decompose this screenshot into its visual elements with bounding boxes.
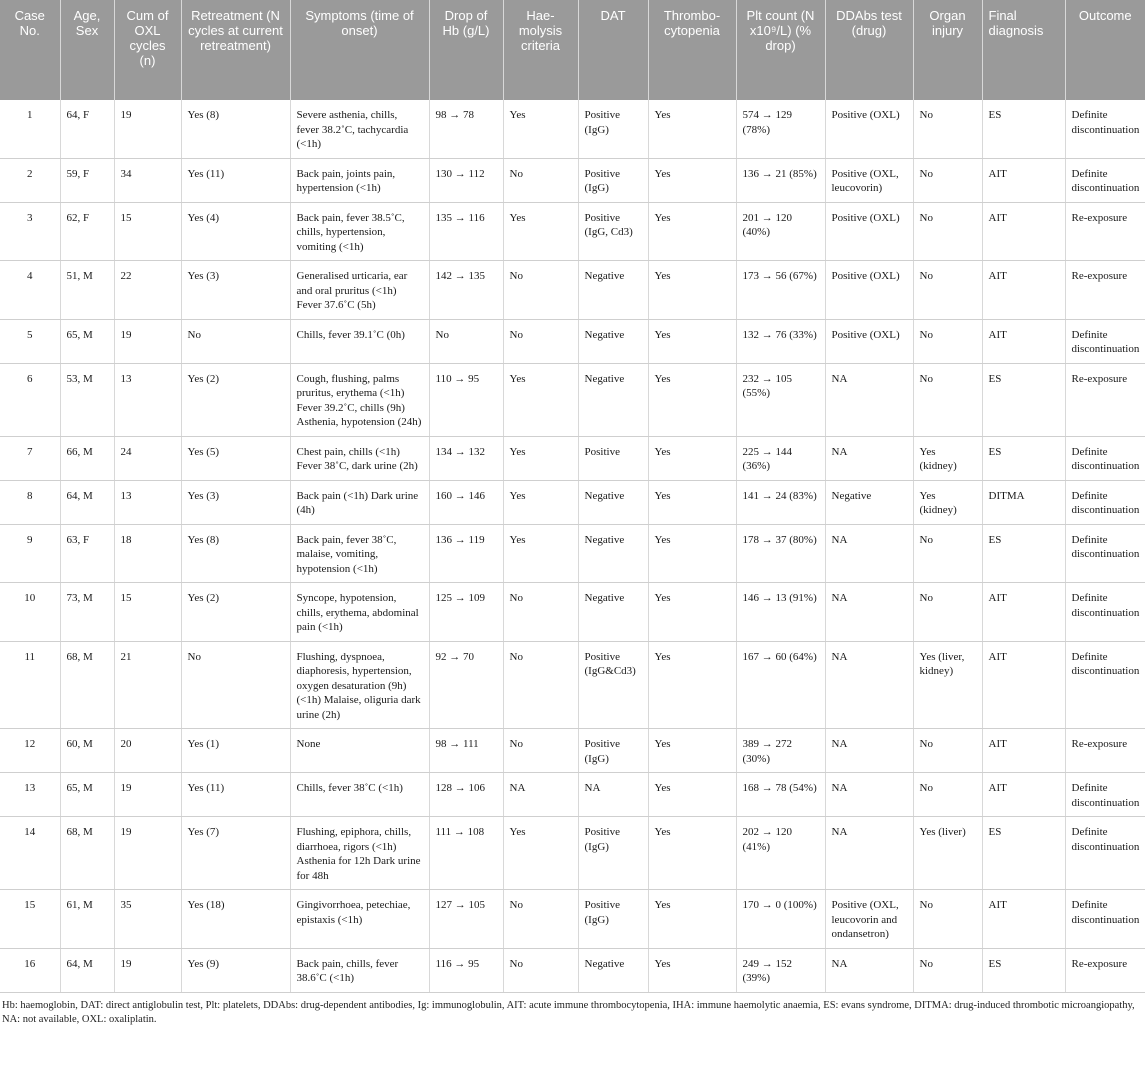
cell-symptoms: Flushing, dyspnoea, diaphoresis, hypertension, oxygen desaturation (9h) (<1h) Malaise, oliguria dark urine (2h) xyxy=(290,641,429,729)
cell-thrombocytopenia: Yes xyxy=(648,363,736,436)
table-row xyxy=(0,319,1145,363)
header-row xyxy=(0,0,1145,100)
cell-age-sex: 63, F xyxy=(60,524,114,583)
cell-final-diagnosis: ES xyxy=(982,817,1065,890)
cell-cum-oxl-cycles: 19 xyxy=(114,100,181,158)
cell-retreatment: Yes (3) xyxy=(181,261,290,320)
cell-ddabs-test: NA xyxy=(825,583,913,642)
cell-cum-oxl-cycles: 19 xyxy=(114,948,181,992)
cell-drop-of-hb: 128 → 106 xyxy=(429,773,503,817)
cell-dat: Positive (IgG) xyxy=(578,729,648,773)
cell-ddabs-test: Negative xyxy=(825,480,913,524)
cell-drop-of-hb: 92 → 70 xyxy=(429,641,503,729)
cell-thrombocytopenia: Yes xyxy=(648,948,736,992)
header-case-no: Case No. xyxy=(0,0,60,100)
cell-dat: NA xyxy=(578,773,648,817)
cell-thrombocytopenia: Yes xyxy=(648,100,736,158)
cell-final-diagnosis: AIT xyxy=(982,773,1065,817)
table-row xyxy=(0,202,1145,261)
cell-plt-count: 132 → 76 (33%) xyxy=(736,319,825,363)
header-thrombocytopenia: Thrombo-cytopenia xyxy=(648,0,736,100)
cell-haemolysis-criteria: Yes xyxy=(503,202,578,261)
cell-ddabs-test: NA xyxy=(825,773,913,817)
cell-outcome: Definite discontinuation xyxy=(1065,480,1145,524)
cell-dat: Negative xyxy=(578,363,648,436)
table-row xyxy=(0,436,1145,480)
cell-outcome: Definite discontinuation xyxy=(1065,890,1145,949)
cell-symptoms: Back pain (<1h) Dark urine (4h) xyxy=(290,480,429,524)
cell-drop-of-hb: 116 → 95 xyxy=(429,948,503,992)
table-row xyxy=(0,773,1145,817)
cell-age-sex: 64, M xyxy=(60,480,114,524)
cell-final-diagnosis: ES xyxy=(982,436,1065,480)
cell-retreatment: Yes (4) xyxy=(181,202,290,261)
cell-haemolysis-criteria: No xyxy=(503,319,578,363)
cell-retreatment: Yes (2) xyxy=(181,583,290,642)
cell-haemolysis-criteria: Yes xyxy=(503,436,578,480)
cell-plt-count: 389 → 272 (30%) xyxy=(736,729,825,773)
cell-dat: Negative xyxy=(578,948,648,992)
cell-cum-oxl-cycles: 15 xyxy=(114,583,181,642)
cell-outcome: Definite discontinuation xyxy=(1065,817,1145,890)
cell-age-sex: 59, F xyxy=(60,158,114,202)
cell-haemolysis-criteria: No xyxy=(503,261,578,320)
cell-cum-oxl-cycles: 20 xyxy=(114,729,181,773)
cell-drop-of-hb: 142 → 135 xyxy=(429,261,503,320)
cell-organ-injury: No xyxy=(913,773,982,817)
cell-thrombocytopenia: Yes xyxy=(648,158,736,202)
table-row xyxy=(0,583,1145,642)
table-row xyxy=(0,729,1145,773)
cell-plt-count: 168 → 78 (54%) xyxy=(736,773,825,817)
cell-haemolysis-criteria: No xyxy=(503,890,578,949)
cell-organ-injury: No xyxy=(913,363,982,436)
cell-dat: Negative xyxy=(578,524,648,583)
cell-ddabs-test: Positive (OXL) xyxy=(825,100,913,158)
cell-retreatment: Yes (11) xyxy=(181,773,290,817)
cell-final-diagnosis: AIT xyxy=(982,158,1065,202)
cell-case-no: 12 xyxy=(0,729,60,773)
cell-plt-count: 225 → 144 (36%) xyxy=(736,436,825,480)
cell-outcome: Definite discontinuation xyxy=(1065,524,1145,583)
table-row xyxy=(0,158,1145,202)
cell-age-sex: 68, M xyxy=(60,817,114,890)
cell-haemolysis-criteria: Yes xyxy=(503,100,578,158)
cell-case-no: 6 xyxy=(0,363,60,436)
cell-case-no: 3 xyxy=(0,202,60,261)
cell-organ-injury: Yes (liver) xyxy=(913,817,982,890)
cell-haemolysis-criteria: No xyxy=(503,641,578,729)
cell-organ-injury: No xyxy=(913,319,982,363)
cell-retreatment: Yes (9) xyxy=(181,948,290,992)
header-age-sex: Age, Sex xyxy=(60,0,114,100)
cell-ddabs-test: Positive (OXL) xyxy=(825,319,913,363)
cell-final-diagnosis: AIT xyxy=(982,319,1065,363)
cell-cum-oxl-cycles: 19 xyxy=(114,319,181,363)
table-body xyxy=(0,100,1145,992)
cell-symptoms: Generalised urticaria, ear and oral pruritus (<1h) Fever 37.6˚C (5h) xyxy=(290,261,429,320)
cell-thrombocytopenia: Yes xyxy=(648,202,736,261)
cell-symptoms: None xyxy=(290,729,429,773)
cell-age-sex: 51, M xyxy=(60,261,114,320)
cell-retreatment: Yes (3) xyxy=(181,480,290,524)
cell-haemolysis-criteria: Yes xyxy=(503,817,578,890)
cell-plt-count: 170 → 0 (100%) xyxy=(736,890,825,949)
table-row xyxy=(0,363,1145,436)
cell-drop-of-hb: 111 → 108 xyxy=(429,817,503,890)
cell-plt-count: 249 → 152 (39%) xyxy=(736,948,825,992)
cell-thrombocytopenia: Yes xyxy=(648,319,736,363)
cell-retreatment: Yes (18) xyxy=(181,890,290,949)
cell-ddabs-test: Positive (OXL) xyxy=(825,202,913,261)
cell-ddabs-test: Positive (OXL, leucovorin) xyxy=(825,158,913,202)
cell-haemolysis-criteria: No xyxy=(503,583,578,642)
cell-case-no: 4 xyxy=(0,261,60,320)
cell-case-no: 15 xyxy=(0,890,60,949)
cell-outcome: Definite discontinuation xyxy=(1065,158,1145,202)
cell-age-sex: 61, M xyxy=(60,890,114,949)
cell-organ-injury: No xyxy=(913,100,982,158)
cell-dat: Negative xyxy=(578,583,648,642)
cell-age-sex: 60, M xyxy=(60,729,114,773)
table-header xyxy=(0,0,1145,100)
cell-ddabs-test: NA xyxy=(825,363,913,436)
cell-age-sex: 65, M xyxy=(60,319,114,363)
cell-case-no: 16 xyxy=(0,948,60,992)
table-footnote: Hb: haemoglobin, DAT: direct antiglobulin test, Plt: platelets, DDAbs: drug-dependent antibodies, Ig: immunoglobulin, AIT: acute immune thrombocytopenia, IHA: immune haemolytic anaemia, ES: evans syndrome, DITMA: drug-induced thrombotic microangiopathy, NA: not available, OXL: oxaliplatin. xyxy=(2,999,1135,1025)
cell-ddabs-test: NA xyxy=(825,817,913,890)
header-plt-count: Plt count (N x10⁹/L) (% drop) xyxy=(736,0,825,100)
cell-haemolysis-criteria: Yes xyxy=(503,480,578,524)
cell-retreatment: Yes (7) xyxy=(181,817,290,890)
cell-thrombocytopenia: Yes xyxy=(648,524,736,583)
cell-organ-injury: No xyxy=(913,583,982,642)
cell-dat: Positive xyxy=(578,436,648,480)
cell-case-no: 13 xyxy=(0,773,60,817)
cell-dat: Positive (IgG) xyxy=(578,158,648,202)
cell-thrombocytopenia: Yes xyxy=(648,641,736,729)
table-row xyxy=(0,641,1145,729)
cell-outcome: Definite discontinuation xyxy=(1065,583,1145,642)
cell-cum-oxl-cycles: 18 xyxy=(114,524,181,583)
cell-final-diagnosis: AIT xyxy=(982,202,1065,261)
cell-haemolysis-criteria: No xyxy=(503,158,578,202)
cell-final-diagnosis: ES xyxy=(982,363,1065,436)
cell-dat: Negative xyxy=(578,319,648,363)
cell-plt-count: 232 → 105 (55%) xyxy=(736,363,825,436)
cell-case-no: 2 xyxy=(0,158,60,202)
cell-outcome: Definite discontinuation xyxy=(1065,100,1145,158)
cell-cum-oxl-cycles: 35 xyxy=(114,890,181,949)
cell-retreatment: No xyxy=(181,641,290,729)
cell-haemolysis-criteria: No xyxy=(503,948,578,992)
cell-thrombocytopenia: Yes xyxy=(648,436,736,480)
header-cum-oxl-cycles: Cum of OXL cycles (n) xyxy=(114,0,181,100)
cell-age-sex: 66, M xyxy=(60,436,114,480)
header-symptoms: Symptoms (time of onset) xyxy=(290,0,429,100)
cell-drop-of-hb: 125 → 109 xyxy=(429,583,503,642)
cell-thrombocytopenia: Yes xyxy=(648,773,736,817)
cell-cum-oxl-cycles: 13 xyxy=(114,480,181,524)
cell-organ-injury: Yes (kidney) xyxy=(913,480,982,524)
cell-symptoms: Back pain, joints pain, hypertension (<1h) xyxy=(290,158,429,202)
cell-symptoms: Chills, fever 39.1˚C (0h) xyxy=(290,319,429,363)
table-row xyxy=(0,817,1145,890)
header-retreatment: Retreatment (N cycles at current retreatment) xyxy=(181,0,290,100)
cell-ddabs-test: NA xyxy=(825,641,913,729)
cell-thrombocytopenia: Yes xyxy=(648,261,736,320)
cell-thrombocytopenia: Yes xyxy=(648,480,736,524)
cell-age-sex: 64, F xyxy=(60,100,114,158)
cell-symptoms: Chills, fever 38˚C (<1h) xyxy=(290,773,429,817)
cell-cum-oxl-cycles: 34 xyxy=(114,158,181,202)
cell-drop-of-hb: 110 → 95 xyxy=(429,363,503,436)
cell-final-diagnosis: AIT xyxy=(982,729,1065,773)
cell-outcome: Re-exposure xyxy=(1065,948,1145,992)
cell-haemolysis-criteria: NA xyxy=(503,773,578,817)
cell-ddabs-test: NA xyxy=(825,948,913,992)
cell-outcome: Definite discontinuation xyxy=(1065,319,1145,363)
header-drop-of-hb: Drop of Hb (g/L) xyxy=(429,0,503,100)
cell-age-sex: 73, M xyxy=(60,583,114,642)
cell-organ-injury: No xyxy=(913,890,982,949)
cell-age-sex: 53, M xyxy=(60,363,114,436)
cell-retreatment: Yes (8) xyxy=(181,524,290,583)
cell-dat: Positive (IgG) xyxy=(578,100,648,158)
cell-drop-of-hb: 136 → 119 xyxy=(429,524,503,583)
cell-outcome: Definite discontinuation xyxy=(1065,436,1145,480)
cell-drop-of-hb: No xyxy=(429,319,503,363)
cell-symptoms: Syncope, hypotension, chills, erythema, abdominal pain (<1h) xyxy=(290,583,429,642)
cell-haemolysis-criteria: Yes xyxy=(503,524,578,583)
cell-organ-injury: No xyxy=(913,261,982,320)
cell-retreatment: Yes (8) xyxy=(181,100,290,158)
cell-plt-count: 201 → 120 (40%) xyxy=(736,202,825,261)
cell-dat: Positive (IgG, Cd3) xyxy=(578,202,648,261)
cell-drop-of-hb: 98 → 111 xyxy=(429,729,503,773)
cell-final-diagnosis: ES xyxy=(982,948,1065,992)
cell-outcome: Definite discontinuation xyxy=(1065,773,1145,817)
cell-case-no: 5 xyxy=(0,319,60,363)
cell-drop-of-hb: 130 → 112 xyxy=(429,158,503,202)
cell-drop-of-hb: 127 → 105 xyxy=(429,890,503,949)
cell-outcome: Re-exposure xyxy=(1065,363,1145,436)
cell-cum-oxl-cycles: 22 xyxy=(114,261,181,320)
cell-drop-of-hb: 160 → 146 xyxy=(429,480,503,524)
cell-ddabs-test: NA xyxy=(825,436,913,480)
cell-thrombocytopenia: Yes xyxy=(648,583,736,642)
cell-retreatment: Yes (11) xyxy=(181,158,290,202)
header-haemolysis-criteria: Hae-molysis criteria xyxy=(503,0,578,100)
cell-cum-oxl-cycles: 15 xyxy=(114,202,181,261)
cell-outcome: Re-exposure xyxy=(1065,202,1145,261)
cell-dat: Positive (IgG) xyxy=(578,817,648,890)
cell-plt-count: 178 → 37 (80%) xyxy=(736,524,825,583)
cell-final-diagnosis: AIT xyxy=(982,261,1065,320)
cell-cum-oxl-cycles: 21 xyxy=(114,641,181,729)
cell-case-no: 8 xyxy=(0,480,60,524)
cell-final-diagnosis: ES xyxy=(982,100,1065,158)
cell-plt-count: 136 → 21 (85%) xyxy=(736,158,825,202)
cell-cum-oxl-cycles: 13 xyxy=(114,363,181,436)
cell-final-diagnosis: AIT xyxy=(982,583,1065,642)
cell-drop-of-hb: 135 → 116 xyxy=(429,202,503,261)
cell-organ-injury: No xyxy=(913,948,982,992)
cell-ddabs-test: Positive (OXL) xyxy=(825,261,913,320)
cell-organ-injury: Yes (kidney) xyxy=(913,436,982,480)
cell-organ-injury: Yes (liver, kidney) xyxy=(913,641,982,729)
cell-age-sex: 62, F xyxy=(60,202,114,261)
cell-outcome: Re-exposure xyxy=(1065,261,1145,320)
cell-retreatment: No xyxy=(181,319,290,363)
cell-organ-injury: No xyxy=(913,729,982,773)
cell-cum-oxl-cycles: 24 xyxy=(114,436,181,480)
cell-drop-of-hb: 98 → 78 xyxy=(429,100,503,158)
cell-thrombocytopenia: Yes xyxy=(648,729,736,773)
cell-plt-count: 167 → 60 (64%) xyxy=(736,641,825,729)
cell-symptoms: Gingivorrhoea, petechiae, epistaxis (<1h) xyxy=(290,890,429,949)
cell-symptoms: Chest pain, chills (<1h) Fever 38˚C, dark urine (2h) xyxy=(290,436,429,480)
cell-haemolysis-criteria: No xyxy=(503,729,578,773)
cell-case-no: 9 xyxy=(0,524,60,583)
cell-organ-injury: No xyxy=(913,202,982,261)
cell-dat: Positive (IgG) xyxy=(578,890,648,949)
header-final-diagnosis: Final diagnosis xyxy=(982,0,1065,100)
cell-final-diagnosis: ES xyxy=(982,524,1065,583)
cell-plt-count: 574 → 129 (78%) xyxy=(736,100,825,158)
cell-symptoms: Back pain, chills, fever 38.6˚C (<1h) xyxy=(290,948,429,992)
cell-outcome: Definite discontinuation xyxy=(1065,641,1145,729)
cell-final-diagnosis: AIT xyxy=(982,641,1065,729)
table-row xyxy=(0,890,1145,949)
table-row xyxy=(0,261,1145,320)
header-ddabs-test: DDAbs test (drug) xyxy=(825,0,913,100)
cell-cum-oxl-cycles: 19 xyxy=(114,817,181,890)
cell-dat: Positive (IgG&Cd3) xyxy=(578,641,648,729)
cell-symptoms: Flushing, epiphora, chills, diarrhoea, rigors (<1h) Asthenia for 12h Dark urine for 48h xyxy=(290,817,429,890)
cell-cum-oxl-cycles: 19 xyxy=(114,773,181,817)
cell-ddabs-test: NA xyxy=(825,524,913,583)
cell-plt-count: 141 → 24 (83%) xyxy=(736,480,825,524)
cell-plt-count: 173 → 56 (67%) xyxy=(736,261,825,320)
table-row xyxy=(0,524,1145,583)
cell-dat: Negative xyxy=(578,261,648,320)
cell-plt-count: 202 → 120 (41%) xyxy=(736,817,825,890)
cell-thrombocytopenia: Yes xyxy=(648,890,736,949)
cell-case-no: 11 xyxy=(0,641,60,729)
table-row xyxy=(0,480,1145,524)
cell-case-no: 14 xyxy=(0,817,60,890)
cell-age-sex: 64, M xyxy=(60,948,114,992)
cell-retreatment: Yes (2) xyxy=(181,363,290,436)
cell-haemolysis-criteria: Yes xyxy=(503,363,578,436)
cell-outcome: Re-exposure xyxy=(1065,729,1145,773)
cell-final-diagnosis: DITMA xyxy=(982,480,1065,524)
cell-thrombocytopenia: Yes xyxy=(648,817,736,890)
cell-ddabs-test: NA xyxy=(825,729,913,773)
table-row xyxy=(0,100,1145,158)
cell-case-no: 7 xyxy=(0,436,60,480)
cell-case-no: 1 xyxy=(0,100,60,158)
cell-retreatment: Yes (5) xyxy=(181,436,290,480)
cell-age-sex: 68, M xyxy=(60,641,114,729)
cell-drop-of-hb: 134 → 132 xyxy=(429,436,503,480)
cell-organ-injury: No xyxy=(913,158,982,202)
cell-age-sex: 65, M xyxy=(60,773,114,817)
header-organ-injury: Organ injury xyxy=(913,0,982,100)
cell-symptoms: Back pain, fever 38.5˚C, chills, hypertension, vomiting (<1h) xyxy=(290,202,429,261)
cell-retreatment: Yes (1) xyxy=(181,729,290,773)
cell-ddabs-test: Positive (OXL, leucovorin and ondansetron) xyxy=(825,890,913,949)
cell-organ-injury: No xyxy=(913,524,982,583)
header-outcome: Outcome xyxy=(1065,0,1145,100)
table-row xyxy=(0,948,1145,992)
cell-symptoms: Cough, flushing, palms pruritus, erythema (<1h) Fever 39.2˚C, chills (9h) Asthenia, hypotension (24h) xyxy=(290,363,429,436)
header-dat: DAT xyxy=(578,0,648,100)
cell-case-no: 10 xyxy=(0,583,60,642)
cell-final-diagnosis: AIT xyxy=(982,890,1065,949)
cell-dat: Negative xyxy=(578,480,648,524)
cell-symptoms: Severe asthenia, chills, fever 38.2˚C, tachycardia (<1h) xyxy=(290,100,429,158)
cell-plt-count: 146 → 13 (91%) xyxy=(736,583,825,642)
cell-symptoms: Back pain, fever 38˚C, malaise, vomiting, hypotension (<1h) xyxy=(290,524,429,583)
